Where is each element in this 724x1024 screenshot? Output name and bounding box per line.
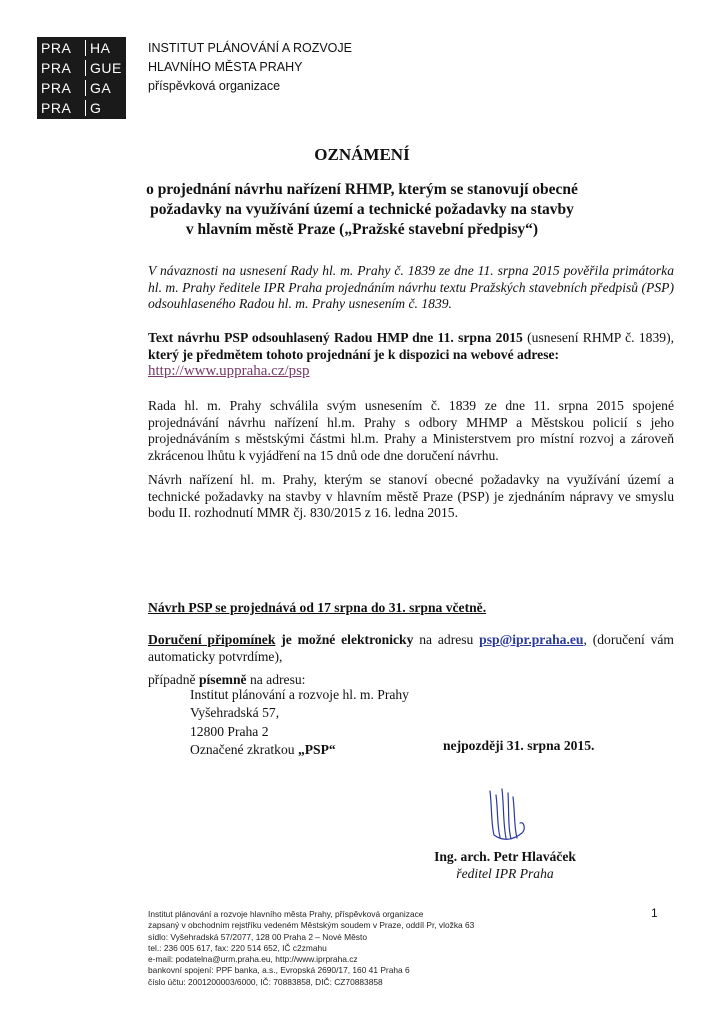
logo-row: PRA G xyxy=(41,100,102,116)
signature-image xyxy=(482,783,542,843)
organization-name: INSTITUT PLÁNOVÁNÍ A ROZVOJE HLAVNÍHO MĚSTA PRAHY příspěvková organizace xyxy=(148,41,352,93)
psp-web-link[interactable]: http://www.uppraha.cz/psp xyxy=(148,363,310,380)
page-title: OZNÁMENÍ xyxy=(314,145,410,164)
signature-block: Ing. arch. Petr Hlaváček ředitel IPR Praha xyxy=(434,849,576,881)
postal-address: Institut plánování a rozvoje hl. m. Prahy Vyšehradská 57, 12800 Praha 2 Označené zkratkou „PSP“ xyxy=(190,687,409,758)
deadline: nejpozději 31. srpna 2015. xyxy=(443,738,595,753)
logo-row: PRA GA xyxy=(41,80,112,96)
ipr-praha-logo xyxy=(37,37,126,119)
page-subtitle: o projednání návrhu nařízení RHMP, kterým se stanovují obecné požadavky na využívání území a technické požadavky na stavby v hlavním městě Praze („Pražské stavební předpisy“) xyxy=(146,181,578,238)
written-delivery-line: případně písemně na adresu: xyxy=(148,672,306,687)
logo-row: PRA HA xyxy=(41,40,111,56)
council-approval-paragraph: Rada hl. m. Prahy schválila svým usnesením č. 1839 ze dne 11. srpna 2015 spojené projednávání návrhu nařízení hl.m. Prahy s odbory MHMP a Městskou policií s jeho projednáváním s městskými částmi hl.m. Prahy a Ministerstvem pro místní rozvoj a zároveň zkrácenou lhůtu k vyjádření na 15 dnů ode dne doručení návrhu. xyxy=(148,398,674,463)
email-link[interactable]: psp@ipr.praha.eu xyxy=(479,632,584,647)
page-number: 1 xyxy=(651,906,658,920)
schedule-notice: Návrh PSP se projednává od 17 srpna do 31. srpna včetně. xyxy=(148,600,487,615)
text-availability-paragraph: Text návrhu PSP odsouhlasený Radou HMP dne 11. srpna 2015 (usnesení RHMP č. 1839), který je předmětem tohoto projednání je k dispozici na webové adrese: http://www.uppraha.cz/psp xyxy=(148,330,674,380)
logo-row: PRA GUE xyxy=(41,60,122,76)
footer: Institut plánování a rozvoje hlavního města Prahy, příspěvková organizace zapsaný v obchodním rejstříku vedeném Městským soudem v Praze, oddíl Pr, vložka 63 sídlo: Vyšehradská 57/2077, 128 00 Praha 2 – Nové Město tel.: 236 005 617, fax: 220 514 652, IČ c2zmahu e-mail: podatelna@urm.praha.eu, http://www.iprpraha.cz bankovní spojení: PPF banka, a.s., Evropská 2690/17, 160 41 Praha 6 číslo účtu: 2001200003/6000, IČ: 70883858, DIČ: CZ70883858 xyxy=(148,909,475,987)
delivery-paragraph: Doručení připomínek je možné elektronicky na adresu psp@ipr.praha.eu, (doručení vám automaticky potvrdíme), xyxy=(148,632,674,664)
regulation-paragraph: Návrh nařízení hl. m. Prahy, kterým se stanoví obecné požadavky na využívání území a technické požadavky na stavby v hlavním městě Praze (PSP) je zjednáním nápravy ve smyslu bodu II. rozhodnutí MMR čj. 830/2015 z 16. ledna 2015. xyxy=(148,472,674,521)
intro-paragraph: V návaznosti na usnesení Rady hl. m. Prahy č. 1839 ze dne 11. srpna 2015 pověřila primátorka hl. m. Prahy ředitele IPR Praha projednáním návrhu textu Pražských stavebních předpisů (PSP) odsouhlaseného Radou hl. m. Prahy usnesením č. 1839. xyxy=(148,263,674,312)
